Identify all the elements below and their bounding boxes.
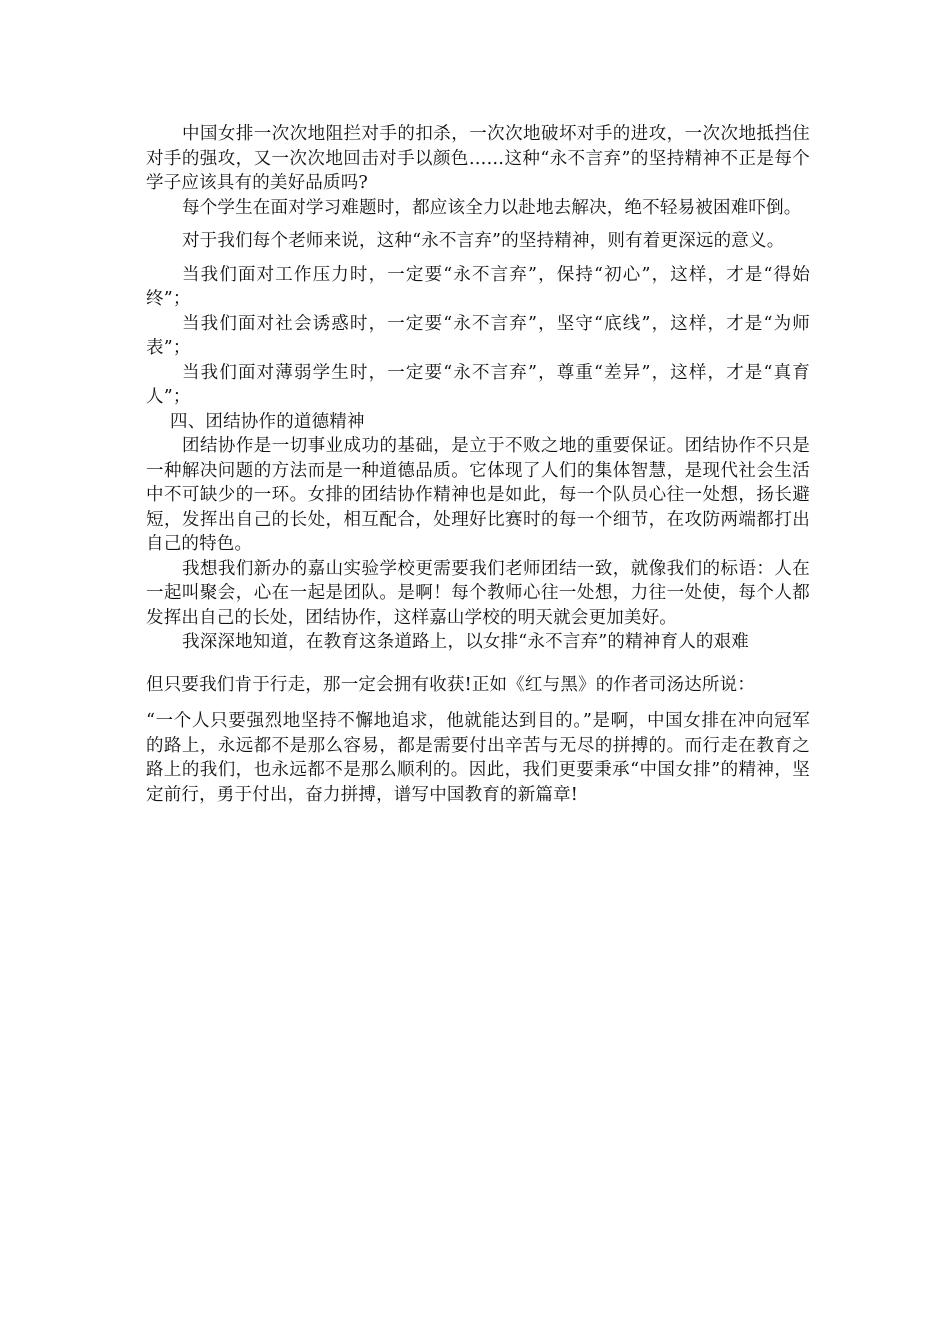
paragraph-education-path: 我深深地知道，在教育这条道路上，以女排“永不言弃”的精神育人的艰难 xyxy=(182,632,749,652)
paragraph-work-pressure: 当我们面对工作压力时，一定要“永不言弃”，保持“初心”，这样，才是“得始终”； xyxy=(146,264,810,309)
paragraph-conclusion: “一个人只要强烈地坚持不懈地追求，他就能达到目的。”是啊，中国女排在冲向冠军的路上，永远都不是那么容易，都是需要付出辛苦与无尽的拼搏的。而行走在教育之路上的我们，也永远都不是那么顺利的。因此，我们更要秉承“中国女排”的精神，坚定前行，勇于付出，奋力拼搏，谱写中国教育的新篇章! xyxy=(146,711,810,805)
paragraph-women-volleyball-spirit: 中国女排一次次地阻拦对手的扣杀，一次次地破坏对手的进攻，一次次地抵挡住对手的强攻，又一次次地回击对手以颜色……这种“永不言弃”的坚持精神不正是每个学子应该具有的美好品质吗? xyxy=(146,124,810,193)
paragraph-teamwork: 团结协作是一切事业成功的基础，是立于不败之地的重要保证。团结协作不只是一种解决问题的方法而是一种道德品质。它体现了人们的集体智慧，是现代社会生活中不可缺少的一环。女排的团结协作精神也是如此，每一个队员心往一处想，扬长避短，发挥出自己的长处，相互配合，处理好比赛时的每一个细节，在攻防两端都打出自己的特色。 xyxy=(146,436,810,554)
paragraph-weak-students: 当我们面对薄弱学生时，一定要“永不言弃”，尊重“差异”，这样，才是“真育人”； xyxy=(146,362,810,407)
section-heading-teamwork: 四、团结协作的道德精神 xyxy=(170,411,365,432)
paragraph-students: 每个学生在面对学习难题时，都应该全力以赴地去解决，绝不轻易被困难吓倒。 xyxy=(182,197,802,218)
document-body xyxy=(146,122,810,807)
paragraph-teachers: 对于我们每个老师来说，这种“永不言弃”的坚持精神，则有着更深远的意义。 xyxy=(182,231,785,251)
paragraph-social-temptation: 当我们面对社会诱惑时，一定要“永不言弃”，坚守“底线”，这样，才是“为师表”； xyxy=(146,313,810,358)
paragraph-jiashan-school: 我想我们新办的嘉山实验学校更需要我们老师团结一致，就像我们的标语：人在一起叫聚会，心在一起是团队。是啊！每个教师心往一处想，力往一处使，每个人都发挥出自己的长处，团结协作，这样嘉山学校的明天就会更加美好。 xyxy=(146,558,810,628)
paragraph-stendhal-quote-intro: 但只要我们肯于行走，那一定会拥有收获!正如《红与黑》的作者司汤达所说： xyxy=(146,674,756,695)
